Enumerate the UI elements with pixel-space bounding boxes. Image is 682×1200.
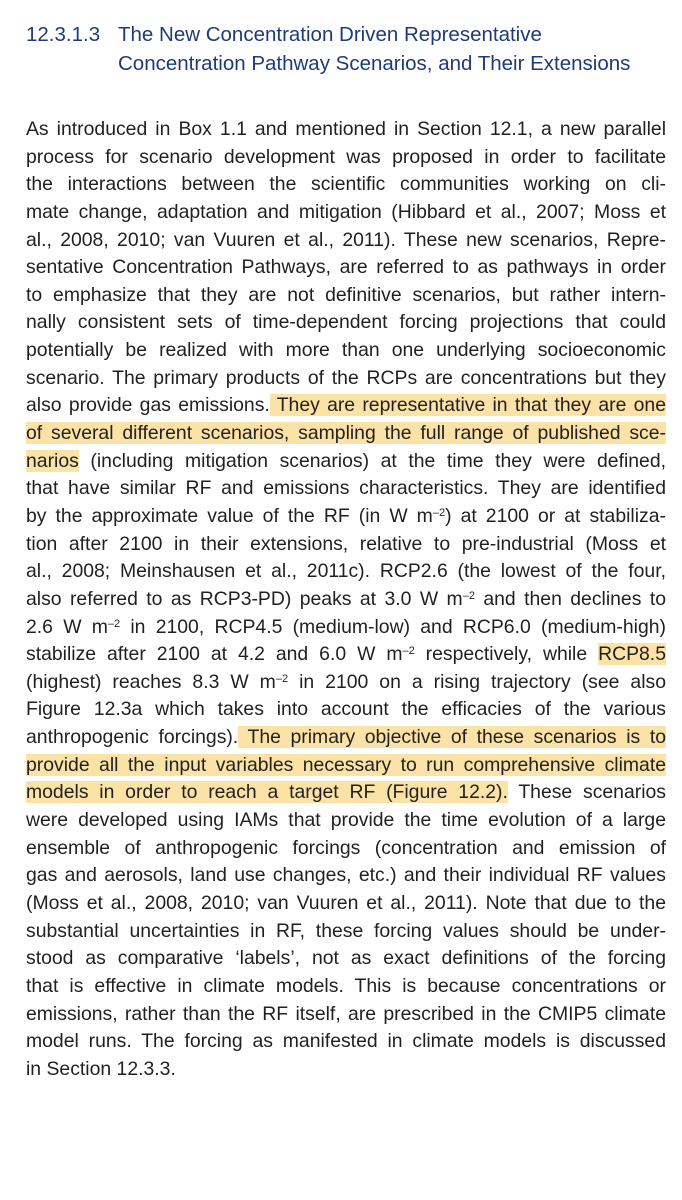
text-line — [26, 945, 666, 973]
text-line — [26, 475, 666, 503]
text-span: that have similar RF and emissions characteristics. They are identified — [26, 477, 666, 500]
text-line — [26, 724, 666, 752]
highlighted-text: narios — [26, 449, 79, 472]
highlighted-text: They are representative in that they are one — [269, 394, 666, 417]
text-span: sentative Concentration Pathways, are referred to as pathways in order — [26, 256, 666, 279]
text-line — [26, 254, 666, 282]
unit-superscript: –2 — [402, 645, 415, 658]
text-line — [26, 890, 666, 918]
text-line — [26, 503, 666, 531]
text-line — [26, 531, 666, 559]
text-span: respectively, while — [414, 643, 599, 666]
text-line — [26, 752, 666, 780]
text-span: mate change, adaptation and mitigation (Hibbard et al., 2007; Moss et — [26, 200, 666, 223]
highlighted-text: models in order to reach a target RF (Figure 12.2). — [26, 781, 508, 804]
text-span: al., 2008, 2010; van Vuuren et al., 2011). These new scenarios, Repre- — [26, 228, 666, 251]
text-line — [26, 171, 666, 199]
text-line — [26, 420, 666, 448]
section-title — [118, 20, 678, 78]
text-line — [26, 918, 666, 946]
text-span: nally consistent sets of time-dependent forcing projections that could — [26, 311, 666, 334]
text-span: model runs. The forcing as manifested in climate models is discussed — [26, 1030, 666, 1053]
text-line — [26, 1001, 666, 1029]
text-span: (including mitigation scenarios) at the time they were defined, — [78, 449, 666, 472]
text-span: the interactions between the scientific communities working on cli- — [26, 173, 666, 196]
highlighted-text: The primary objective of these scenarios is to — [238, 726, 666, 749]
text-span: stabilize after 2100 at 4.2 and 6.0 W m — [26, 643, 403, 666]
text-span: substantial uncertainties in RF, these forcing values should be under- — [26, 919, 666, 942]
text-line — [26, 641, 666, 669]
text-line — [26, 1056, 666, 1084]
text-span: (Moss et al., 2008, 2010; van Vuuren et al., 2011). Note that due to the — [26, 891, 666, 914]
unit-superscript: –2 — [275, 672, 289, 685]
text-line — [26, 586, 666, 614]
text-span: stood as comparative ‘labels’, not as exact definitions of the forcing — [26, 947, 666, 970]
text-span: also referred to as RCP3-PD) peaks at 3.0 W m — [26, 587, 463, 610]
text-span: Figure 12.3a which takes into account the efficacies of the various — [26, 698, 666, 721]
text-line — [26, 392, 666, 420]
text-span: potentially be realized with more than one underlying socioeconomic — [26, 339, 666, 362]
text-span: in Section 12.3.3. — [26, 1057, 176, 1080]
highlighted-text: provide all the input variables necessary to run comprehensive climate — [26, 753, 666, 776]
text-span: These scenarios — [507, 781, 666, 804]
text-span: in 2100, RCP4.5 (medium-low) and RCP6.0 (medium-high) — [120, 615, 666, 638]
text-span: As introduced in Box 1.1 and mentioned in Section 12.1, a new parallel — [26, 118, 666, 140]
text-line — [26, 448, 666, 476]
text-line — [26, 862, 666, 890]
text-span: to emphasize that they are not definitive scenarios, but rather intern- — [26, 283, 666, 306]
text-span: al., 2008; Meinshausen et al., 2011c). RCP2.6 (the lowest of the four, — [26, 560, 666, 583]
text-span: tion after 2100 in their extensions, relative to pre-industrial (Moss et — [26, 532, 666, 555]
section-title-line: The New Concentration Driven Representative — [118, 23, 542, 46]
unit-superscript: –2 — [107, 617, 121, 630]
text-line — [26, 337, 666, 365]
text-line — [26, 807, 666, 835]
unit-superscript: –2 — [462, 589, 475, 602]
text-span: emissions, rather than the RF itself, are prescribed in the CMIP5 climate — [26, 1002, 666, 1025]
text-line — [26, 227, 666, 255]
text-line — [26, 116, 666, 144]
text-span: and then declines to — [474, 587, 666, 610]
text-line — [26, 835, 666, 863]
text-line — [26, 199, 666, 227]
text-span: gas and aerosols, land use changes, etc.) and their individual RF values — [26, 864, 666, 887]
text-line — [26, 614, 666, 642]
text-line — [26, 558, 666, 586]
text-line — [26, 973, 666, 1001]
text-line — [26, 779, 666, 807]
text-span: ) at 2100 or at stabiliza- — [445, 504, 666, 527]
highlighted-text: of several different scenarios, sampling the full range of published sce- — [26, 422, 666, 445]
text-span: anthropogenic forcings). — [26, 726, 239, 749]
unit-superscript: –2 — [432, 506, 446, 519]
highlighted-text: RCP8.5 — [598, 643, 666, 666]
text-span: scenario. The primary products of the RCPs are concentrations but they — [26, 366, 666, 389]
text-line — [26, 365, 666, 393]
text-line — [26, 282, 666, 310]
section-number: 12.3.1.3 — [26, 23, 101, 46]
text-span: ensemble of anthropogenic forcings (concentration and emission of — [26, 836, 666, 859]
body-paragraph — [26, 116, 666, 1083]
text-span: process for scenario development was proposed in order to facilitate — [26, 145, 666, 168]
text-span: (highest) reaches 8.3 W m — [26, 670, 276, 693]
text-span: in 2100 on a rising trajectory (see also — [288, 670, 666, 693]
text-span: 2.6 W m — [26, 615, 108, 638]
text-line — [26, 696, 666, 724]
text-span: by the approximate value of the RF (in W m — [26, 504, 433, 527]
text-line — [26, 1028, 666, 1056]
text-span: that is effective in climate models. This is because concentrations or — [26, 974, 666, 997]
text-line — [26, 144, 666, 172]
text-span: were developed using IAMs that provide the time evolution of a large — [26, 809, 666, 832]
section-title-line: Concentration Pathway Scenarios, and Their Extensions — [118, 52, 631, 75]
text-span: also provide gas emissions. — [26, 394, 270, 417]
text-line — [26, 309, 666, 337]
text-line — [26, 669, 666, 697]
